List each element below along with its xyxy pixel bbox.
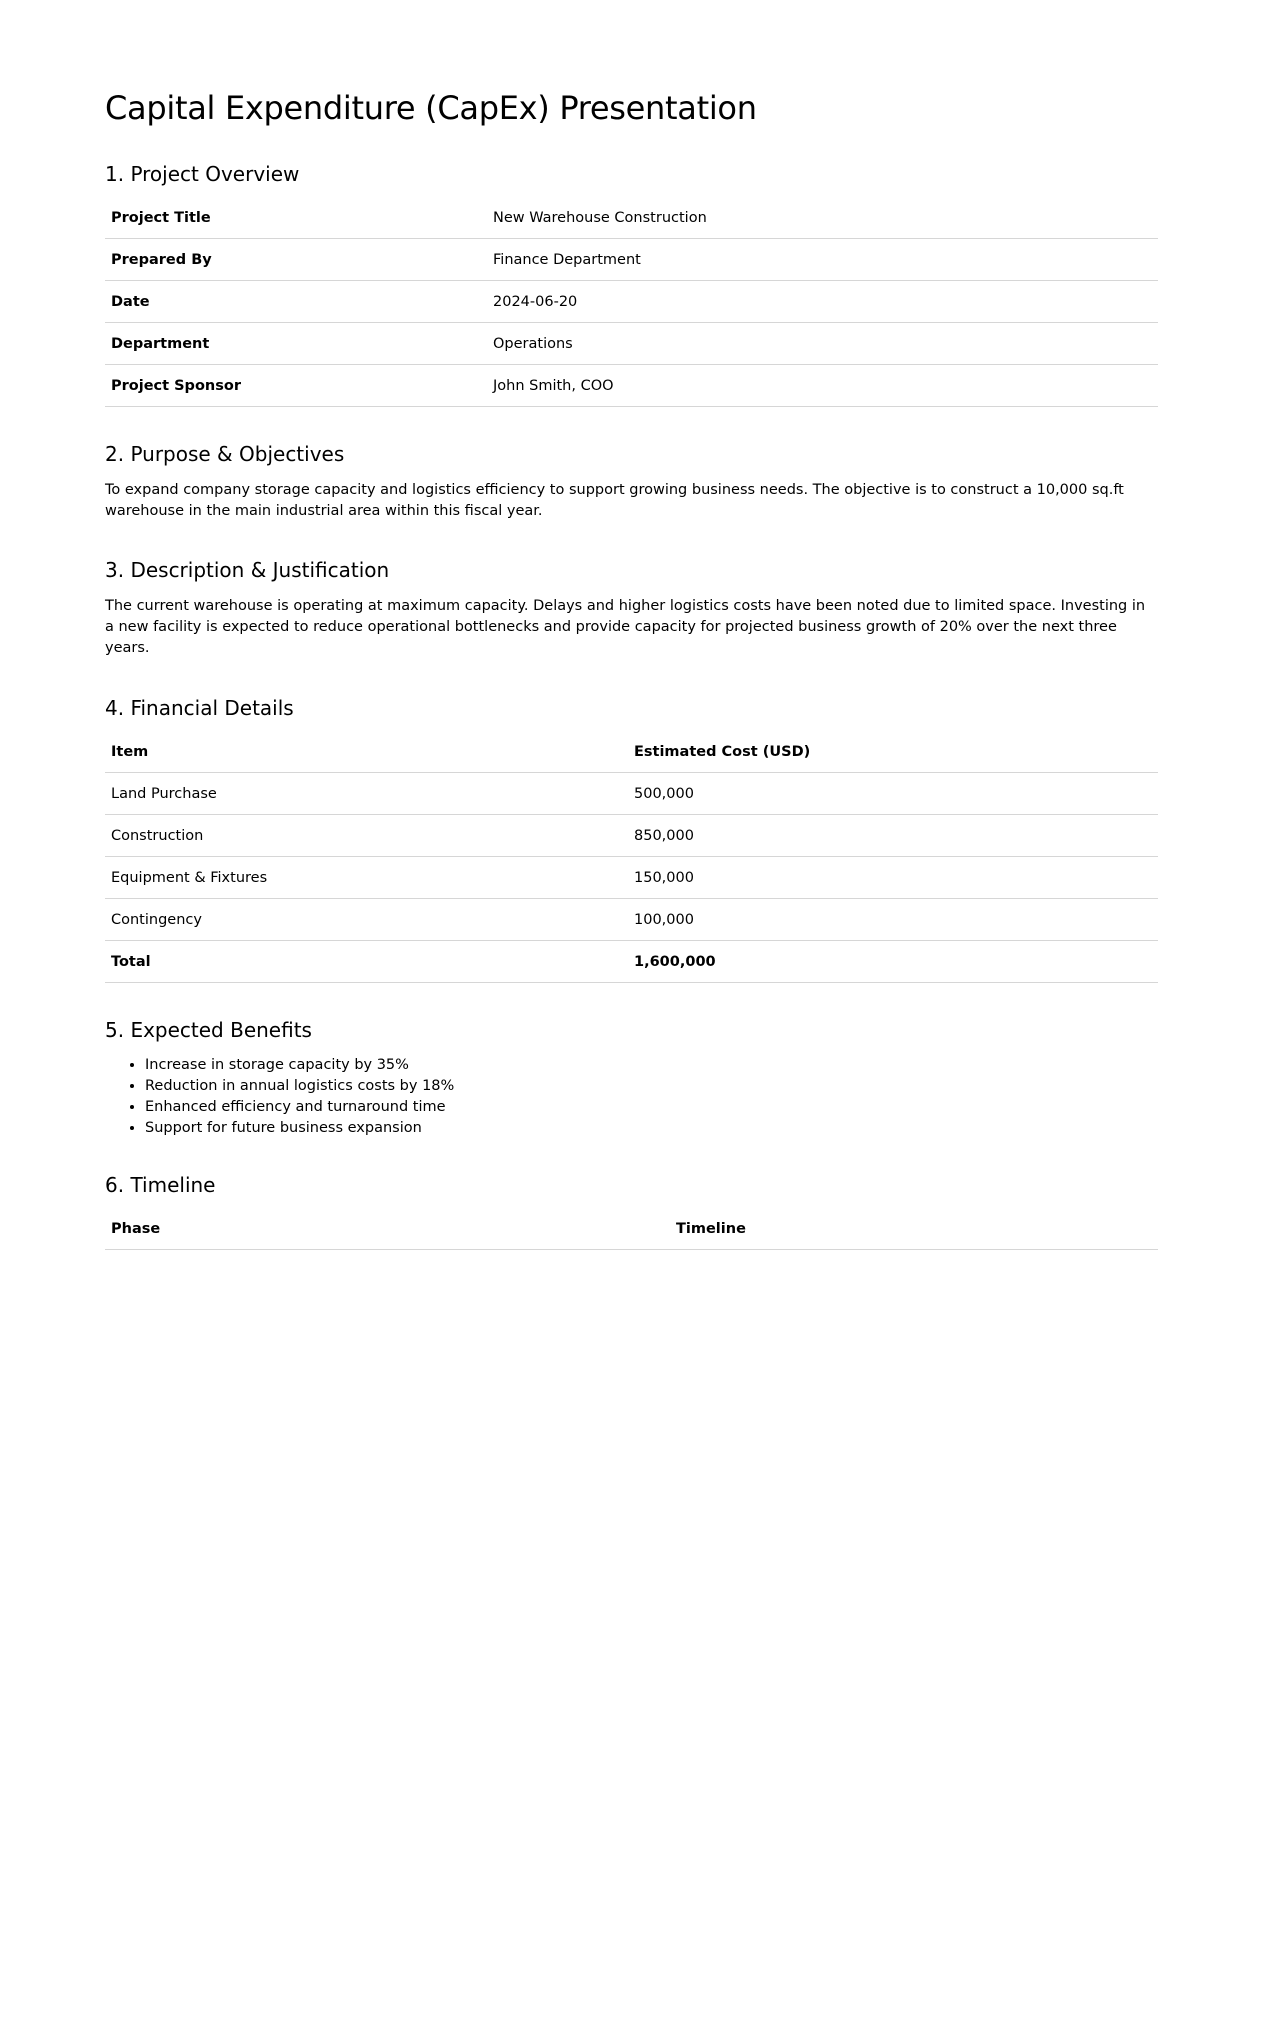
list-item: • Support for future business expansion — [145, 1118, 1158, 1139]
list-item: • Enhanced efficiency and turnaround time — [145, 1097, 1158, 1118]
column-header-item: Item — [105, 731, 628, 773]
benefits-list — [105, 1055, 1158, 1139]
description-section — [105, 556, 1158, 659]
item-cell: Equipment & Fixtures — [105, 857, 628, 899]
purpose-text: To expand company storage capacity and logistics efficiency to support growing business needs. The objective is to construct a 10,000 sq.ft warehouse in the main industrial area within this fiscal year. — [105, 482, 1124, 519]
project-overview-table — [105, 197, 1158, 407]
overview-label: Prepared By — [105, 239, 487, 281]
project-overview-section — [105, 160, 1158, 407]
column-header-cost: Estimated Cost (USD) — [628, 731, 1158, 773]
timeline-section — [105, 1171, 1158, 1250]
table-row — [105, 365, 1158, 407]
cost-cell: 100,000 — [628, 899, 1158, 941]
total-cost: 1,600,000 — [628, 941, 1158, 983]
financial-section — [105, 694, 1158, 983]
overview-label: Date — [105, 281, 487, 323]
total-row — [105, 941, 1158, 983]
item-cell: Land Purchase — [105, 773, 628, 815]
overview-label: Department — [105, 323, 487, 365]
cost-cell: 500,000 — [628, 773, 1158, 815]
table-row — [105, 239, 1158, 281]
cost-cell: 850,000 — [628, 815, 1158, 857]
table-row — [105, 323, 1158, 365]
table-header-row — [105, 731, 1158, 773]
table-header-row — [105, 1208, 1158, 1250]
overview-value: Finance Department — [487, 239, 1158, 281]
table-row — [105, 815, 1158, 857]
item-cell: Construction — [105, 815, 628, 857]
table-row — [105, 281, 1158, 323]
overview-value: 2024-06-20 — [487, 281, 1158, 323]
overview-value: Operations — [487, 323, 1158, 365]
table-row — [105, 899, 1158, 941]
purpose-heading: 2. Purpose & Objectives — [105, 442, 345, 466]
description-heading: 3. Description & Justification — [105, 558, 390, 582]
financial-table — [105, 731, 1158, 983]
table-row — [105, 857, 1158, 899]
item-cell: Contingency — [105, 899, 628, 941]
timeline-heading: 6. Timeline — [105, 1173, 216, 1197]
project-overview-heading: 1. Project Overview — [105, 162, 300, 186]
overview-value: John Smith, COO — [487, 365, 1158, 407]
timeline-table — [105, 1208, 1158, 1250]
overview-label: Project Title — [105, 197, 487, 239]
list-item: • Reduction in annual logistics costs by 18% — [145, 1076, 1158, 1097]
description-text: The current warehouse is operating at maximum capacity. Delays and higher logistics costs have been noted due to limited space. Investing in a new facility is expected to reduce operational bottlenecks and provide capacity for projected business growth of 20% over the next three years. — [105, 598, 1146, 656]
overview-value: New Warehouse Construction — [487, 197, 1158, 239]
financial-heading: 4. Financial Details — [105, 696, 294, 720]
benefits-section — [105, 1016, 1158, 1139]
total-label: Total — [105, 941, 628, 983]
column-header-timeline: Timeline — [670, 1208, 1158, 1250]
column-header-phase: Phase — [105, 1208, 670, 1250]
table-row — [105, 197, 1158, 239]
purpose-section — [105, 440, 1158, 522]
benefits-heading: 5. Expected Benefits — [105, 1018, 312, 1042]
overview-label: Project Sponsor — [105, 365, 487, 407]
table-row — [105, 773, 1158, 815]
cost-cell: 150,000 — [628, 857, 1158, 899]
page-title: Capital Expenditure (CapEx) Presentation — [105, 89, 757, 127]
list-item: • Increase in storage capacity by 35% — [145, 1055, 1158, 1076]
